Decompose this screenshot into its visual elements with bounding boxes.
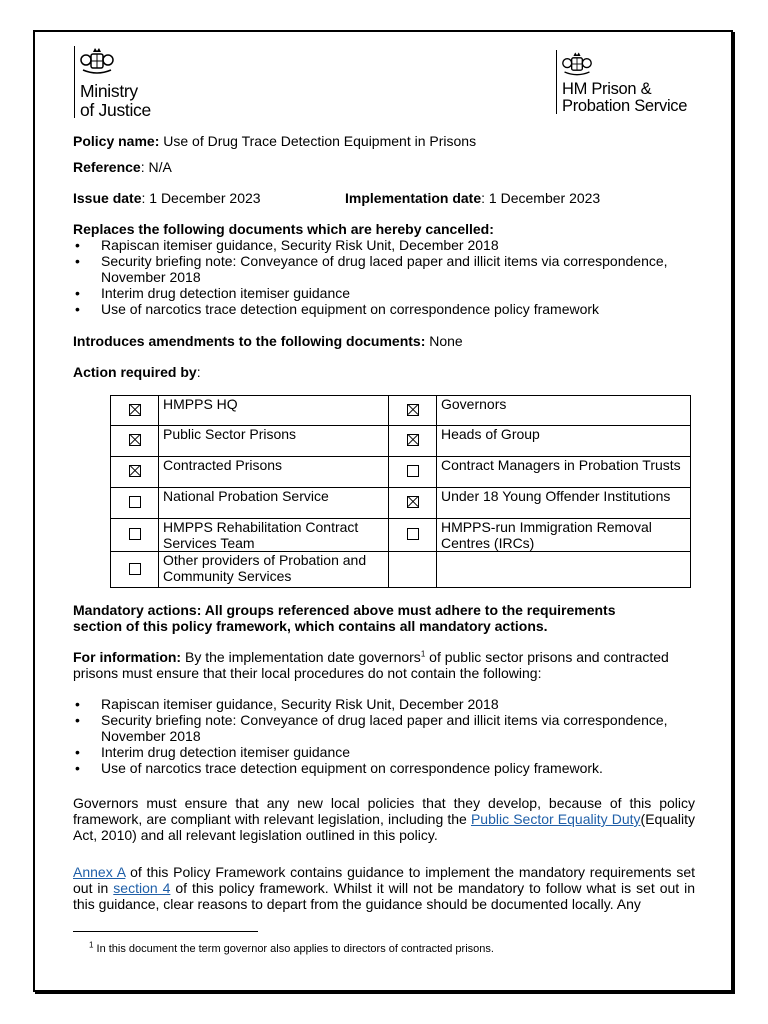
footnote-separator — [73, 931, 258, 932]
list-item: • Security briefing note: Conveyance of drug laced paper and illicit items via correspondence, November 2018 — [73, 712, 673, 744]
checkbox-cell — [111, 426, 159, 457]
moj-logo-line1: Ministry — [80, 81, 138, 101]
action-required-label: Action required by — [73, 364, 197, 380]
checked-checkbox[interactable] — [129, 434, 141, 446]
royal-crest-icon — [79, 46, 115, 76]
policy-name-label: Policy name: — [73, 133, 160, 149]
recipient-label: National Probation Service — [163, 488, 329, 504]
recipient-label-cell — [437, 396, 691, 426]
policy-name-line — [73, 133, 476, 149]
recipient-label: HMPPS HQ — [163, 396, 238, 412]
moj-logo — [74, 46, 184, 120]
policy-name-value: Use of Drug Trace Detection Equipment in Prisons — [159, 133, 477, 149]
checkbox-cell — [111, 488, 159, 519]
mandatory-line2: section of this policy framework, which contains all mandatory actions. — [73, 618, 548, 634]
action-required-table — [110, 395, 691, 588]
footnote-mark: 1 — [89, 940, 94, 950]
implementation-date-label: Implementation date — [345, 190, 482, 206]
section-4-link[interactable]: section 4 — [113, 880, 171, 896]
checkbox-cell — [111, 457, 159, 488]
recipient-label-cell — [437, 552, 691, 588]
checked-checkbox[interactable] — [407, 404, 419, 416]
unchecked-checkbox[interactable] — [129, 528, 141, 540]
issue-date-value: : 1 December 2023 — [141, 190, 261, 206]
checkbox-cell — [389, 519, 437, 552]
list-item: • Rapiscan itemiser guidance, Security Risk Unit, December 2018 — [73, 696, 673, 712]
amendments-value: None — [425, 333, 463, 349]
recipient-label-cell — [159, 457, 389, 488]
table-row — [111, 519, 691, 552]
royal-crest-icon — [561, 50, 593, 78]
governors-text-b: (Equality Act, 2010) and all relevant legislation outlined in this policy. — [73, 811, 695, 843]
recipient-label-cell — [159, 426, 389, 457]
recipient-label: Public Sector Prisons — [163, 426, 297, 442]
annex-a-link[interactable]: Annex A — [73, 864, 126, 880]
recipient-label-cell — [159, 396, 389, 426]
unchecked-checkbox[interactable] — [129, 563, 141, 575]
table-row — [111, 488, 691, 519]
checkbox-cell — [111, 396, 159, 426]
checked-checkbox[interactable] — [129, 465, 141, 477]
public-sector-equality-duty-link[interactable]: Public Sector Equality Duty — [470, 811, 641, 827]
moj-logo-line2: of Justice — [80, 100, 151, 120]
mandatory-actions — [73, 602, 616, 634]
action-required-colon: : — [196, 364, 201, 380]
reference-label: Reference — [73, 159, 141, 175]
list-item: • Interim drug detection itemiser guidance — [73, 744, 673, 760]
reference-value: : N/A — [140, 159, 172, 175]
recipient-label: Contract Managers in Probation Trusts — [441, 457, 681, 473]
replaces-heading-text: Replaces the following documents which are hereby cancelled: — [73, 221, 494, 237]
recipient-label-cell — [437, 488, 691, 519]
checkbox-cell — [389, 552, 437, 588]
list-item: • Interim drug detection itemiser guidance — [73, 285, 673, 301]
governors-text-a: Governors must ensure that any new local policies that they develop, because of this policy framework, are compliant with relevant legislation, including the — [73, 795, 695, 827]
implementation-date-value: : 1 December 2023 — [481, 190, 601, 206]
list-item: • Use of narcotics trace detection equipment on correspondence policy framework — [73, 301, 673, 317]
recipient-label-cell — [159, 519, 389, 552]
checkbox-cell — [389, 457, 437, 488]
recipient-label-cell — [437, 519, 691, 552]
checked-checkbox[interactable] — [407, 496, 419, 508]
footnote-text: In this document the term governor also applies to directors of contracted prisons. — [93, 943, 494, 955]
table-row — [111, 552, 691, 588]
issue-date-label: Issue date — [73, 190, 142, 206]
footnote — [89, 940, 494, 955]
footnote-ref[interactable]: 1 — [420, 649, 426, 659]
governors-para — [73, 795, 695, 843]
recipient-label: HMPPS-run Immigration Removal Centres (IRCs) — [441, 519, 652, 551]
checked-checkbox[interactable] — [129, 404, 141, 416]
for-information-list — [73, 696, 673, 776]
hmpps-logo-line1: HM Prison & — [562, 80, 652, 98]
recipient-label: Contracted Prisons — [163, 457, 283, 473]
annex-para — [73, 864, 695, 912]
annex-text-a: of this Policy Framework contains guidance to implement the mandatory requirements set out in — [73, 864, 695, 896]
recipient-label-cell — [437, 457, 691, 488]
replaces-heading — [73, 221, 494, 237]
checkbox-cell — [111, 552, 159, 588]
checkbox-cell — [389, 396, 437, 426]
issue-date-line — [73, 190, 261, 206]
checkbox-cell — [111, 519, 159, 552]
action-required-line — [73, 364, 201, 380]
replaces-list — [73, 237, 673, 317]
list-item: • Use of narcotics trace detection equipment on correspondence policy framework. — [73, 760, 673, 776]
checked-checkbox[interactable] — [407, 434, 419, 446]
checkbox-cell — [389, 488, 437, 519]
annex-text-b: of this policy framework. Whilst it will not be mandatory to follow what is set out in this guidance, clear reasons to depart from the guidance should be documented locally. Any — [73, 880, 696, 912]
mandatory-line1: Mandatory actions: All groups referenced above must adhere to the requirements — [73, 602, 616, 618]
list-item: • Rapiscan itemiser guidance, Security Risk Unit, December 2018 — [73, 237, 673, 253]
recipient-label: HMPPS Rehabilitation Contract Services Team — [163, 519, 359, 551]
recipient-label: Heads of Group — [441, 426, 540, 442]
amendments-line — [73, 333, 463, 349]
for-information-label: For information: — [73, 649, 182, 665]
checkbox-cell — [389, 426, 437, 457]
implementation-date-line — [345, 190, 600, 206]
reference-line — [73, 159, 172, 175]
amendments-label: Introduces amendments to the following documents: — [73, 333, 426, 349]
unchecked-checkbox[interactable] — [129, 496, 141, 508]
recipient-label-cell — [437, 426, 691, 457]
recipient-label-cell — [159, 552, 389, 588]
hmpps-logo-line2: Probation Service — [562, 97, 688, 115]
list-item: • Security briefing note: Conveyance of drug laced paper and illicit items via correspondence, November 2018 — [73, 253, 673, 285]
recipient-label: Governors — [441, 396, 507, 412]
hmpps-logo — [556, 50, 706, 116]
unchecked-checkbox[interactable] — [407, 465, 419, 477]
recipient-label: Other providers of Probation and Community Services — [163, 552, 367, 584]
for-information-para — [73, 649, 683, 681]
table-row — [111, 457, 691, 488]
table-row — [111, 426, 691, 457]
unchecked-checkbox[interactable] — [407, 528, 419, 540]
table-row — [111, 396, 691, 426]
recipient-label-cell — [159, 488, 389, 519]
for-information-text-a: By the implementation date governors — [181, 649, 421, 665]
recipient-label: Under 18 Young Offender Institutions — [441, 488, 671, 504]
for-information-text-b: of public sector prisons and contracted prisons must ensure that their local procedures do not contain the following: — [73, 649, 669, 681]
